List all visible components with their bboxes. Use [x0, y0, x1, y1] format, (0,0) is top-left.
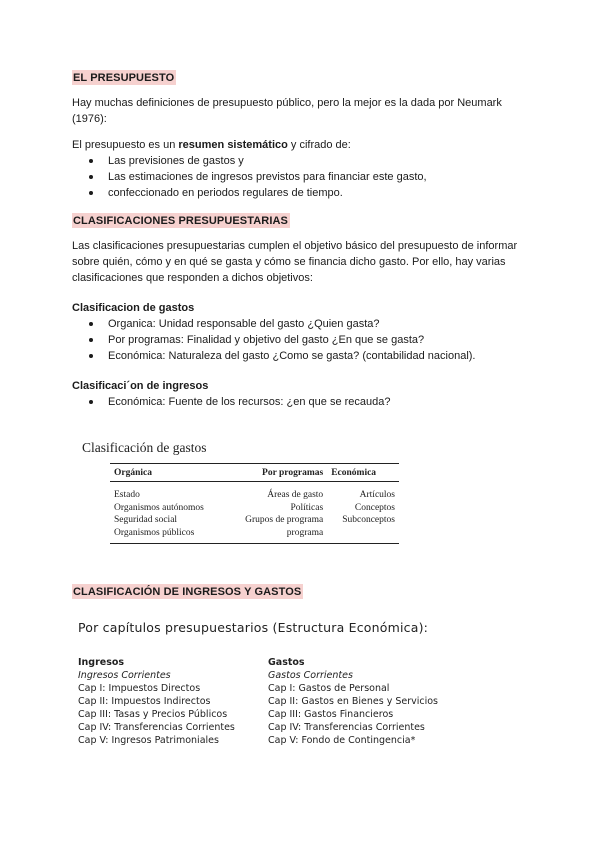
table-cell: Estado: [114, 490, 140, 500]
list-item: Las previsiones de gastos y: [72, 153, 532, 169]
list-item: Cap III: Tasas y Precios Públicos: [78, 709, 228, 720]
list-item: Cap V: Fondo de Contingencia*: [268, 735, 416, 746]
table-cell: Artículos: [359, 490, 395, 500]
ingresos-column-subtitle: Ingresos Corrientes: [78, 670, 171, 681]
definition-before: El presupuesto es un: [72, 139, 179, 151]
list-item: Cap III: Gastos Financieros: [268, 709, 394, 720]
intro-definition: Hay muchas definiciones de presupuesto público, pero la mejor es la dada por Neumark (1976):: [72, 97, 502, 125]
heading-clasificaciones: CLASIFICACIONES PRESUPUESTARIAS: [73, 215, 288, 227]
clasificacion-table: [110, 463, 399, 544]
list-item: Cap II: Impuestos Indirectos: [78, 696, 211, 707]
table-header-row: [110, 464, 399, 482]
list-item: Organica: Unidad responsable del gasto ¿Quien gasta?: [72, 316, 532, 332]
table-row: [110, 502, 399, 515]
heading-ingresos-gastos: CLASIFICACIÓN DE INGRESOS Y GASTOS: [73, 586, 302, 598]
table-cell: Seguridad social: [114, 515, 178, 525]
table-cell: Áreas de gasto: [267, 490, 324, 500]
table-title: Clasificación de gastos: [82, 440, 207, 455]
table-row: [110, 514, 399, 527]
list-item: Cap IV: Transferencias Corrientes: [268, 722, 425, 733]
table-cell: [327, 527, 399, 544]
gastos-column: [268, 656, 438, 747]
ingresos-bullets: [72, 394, 532, 410]
gastos-title: Clasificacion de gastos: [72, 302, 195, 314]
document-body: [72, 70, 532, 410]
table-cell: Grupos de programa: [245, 515, 324, 525]
table-row: [110, 527, 399, 544]
list-item: Por programas: Finalidad y objetivo del gasto ¿En que se gasta?: [72, 332, 532, 348]
ingresos-column-title: Ingresos: [78, 657, 125, 668]
list-item: Cap I: Impuestos Directos: [78, 683, 201, 694]
column-header: Económica: [327, 464, 399, 482]
list-item: Cap V: Ingresos Patrimoniales: [78, 735, 219, 746]
gastos-column-subtitle: Gastos Corrientes: [268, 670, 353, 681]
list-item: Cap I: Gastos de Personal: [268, 683, 390, 694]
ingresos-column: [78, 656, 235, 747]
ingresos-title: Clasificaci´on de ingresos: [72, 380, 209, 392]
clasificaciones-intro: Las clasificaciones presupuestarias cumplen el objetivo básico del presupuesto de informar sobre quién, cómo y en qué se gasta y cómo se financia dicho gasto. Por ello, hay varias clasificaciones que responden a dichos objetivos:: [72, 240, 518, 284]
table-cell: Conceptos: [354, 502, 395, 513]
table-cell: Organismos autónomos: [114, 502, 204, 513]
column-header: Orgánica: [110, 464, 226, 482]
table-cell: Subconceptos: [342, 515, 395, 525]
definition-bullets: [72, 153, 532, 201]
definition-bold: resumen sistemático: [178, 139, 288, 151]
table-row: [110, 482, 399, 502]
capitulos-subtitle: Por capítulos presupuestarios (Estructura Económica):: [78, 620, 429, 635]
definition-sentence: [72, 137, 532, 153]
table-cell: Políticas: [290, 502, 324, 513]
heading-presupuesto: EL PRESUPUESTO: [73, 72, 175, 84]
section3-heading-wrap: [72, 584, 303, 599]
list-item: Las estimaciones de ingresos previstos para financiar este gasto,: [72, 169, 532, 185]
gastos-column-title: Gastos: [268, 657, 305, 668]
list-item: confeccionado en periodos regulares de tiempo.: [72, 185, 532, 201]
table-cell: programa: [226, 527, 328, 544]
table-cell: Organismos públicos: [110, 527, 226, 544]
list-item: Económica: Fuente de los recursos: ¿en que se recauda?: [72, 394, 532, 410]
list-item: Económica: Naturaleza del gasto ¿Como se gasta? (contabilidad nacional).: [72, 348, 532, 364]
list-item: Cap IV: Transferencias Corrientes: [78, 722, 235, 733]
gastos-bullets: [72, 316, 532, 364]
definition-after: y cifrado de:: [287, 139, 351, 151]
column-header: Por programas: [226, 464, 328, 482]
list-item: Cap II: Gastos en Bienes y Servicios: [268, 696, 438, 707]
